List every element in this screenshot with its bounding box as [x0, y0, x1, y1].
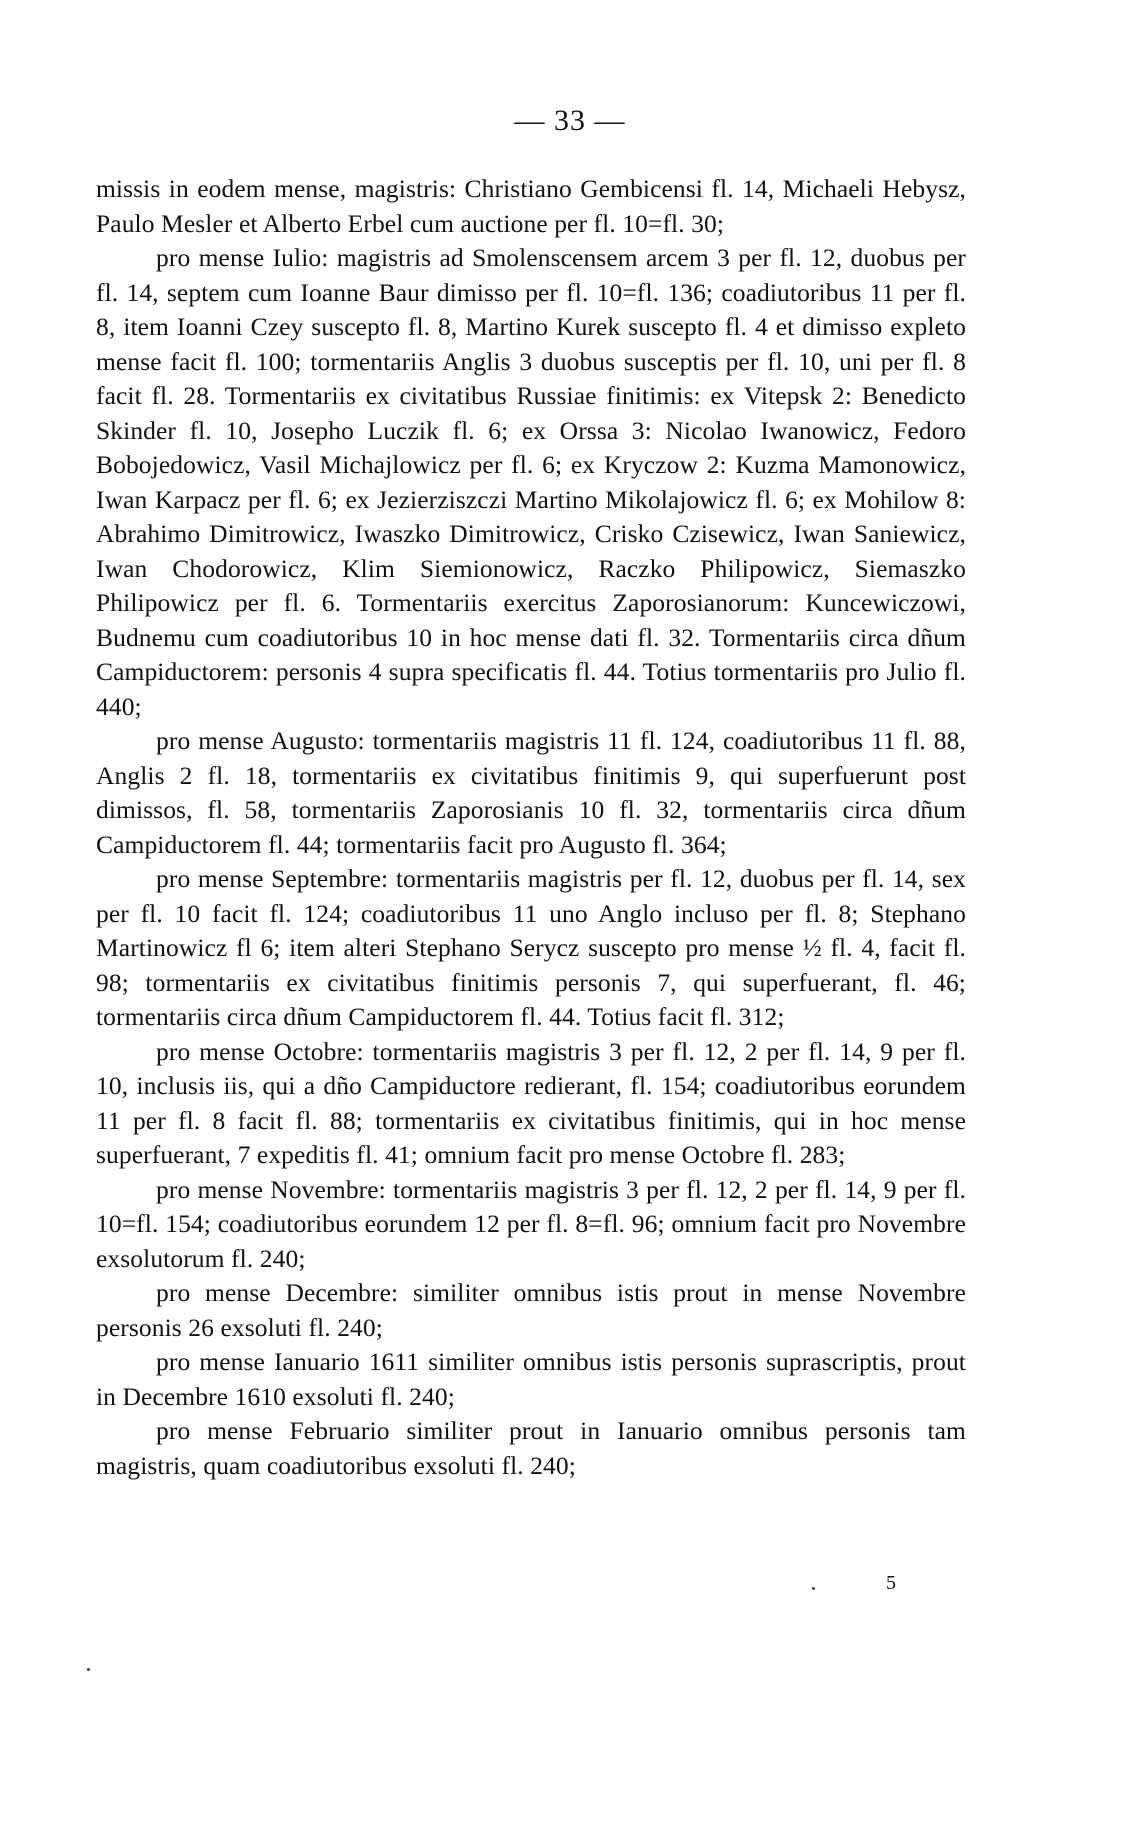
paragraph-1: missis in eodem mense, magistris: Christiano Gembicensi fl. 14, Michaeli Hebysz, Paulo Mesler et Alberto Erbel cum auctione per fl. 10=fl. 30; — [96, 174, 966, 238]
paragraph-8: pro mense Ianuario 1611 similiter omnibus istis personis suprascriptis, prout in Decembre 1610 exsoluti fl. 240; — [96, 1347, 966, 1411]
paragraph-7: pro mense Decembre: similiter omnibus istis prout in mense Novembre personis 26 exsoluti fl. 240; — [96, 1278, 966, 1342]
paragraph-9: pro mense Februario similiter prout in Ianuario omnibus personis tam magistris, quam coadiutoribus exsoluti fl. 240; — [96, 1416, 966, 1480]
print-speck — [812, 1587, 815, 1590]
page-number: — 33 — — [514, 104, 626, 137]
document-body — [96, 172, 966, 1483]
print-speck — [87, 1668, 90, 1671]
paragraph-2: pro mense Iulio: magistris ad Smolenscensem arcem 3 per fl. 12, duobus per fl. 14, septem cum Ioanne Baur dimisso per fl. 10=fl. 136; coadiutoribus 11 per fl. 8, item Ioanni Czey suscepto fl. 8, Martino Kurek suscepto fl. 4 et dimisso expleto mense facit fl. 100; tormentariis Anglis 3 duobus susceptis per fl. 10, uni per fl. 8 facit fl. 28. Tormentariis ex civitatibus Russiae finitimis: ex Vitepsk 2: Benedicto Skinder fl. 10, Josepho Luczik fl. 6; ex Orssa 3: Nicolao Iwanowicz, Fedoro Bobojedowicz, Vasil Michajlowicz per fl. 6; ex Kryczow 2: Kuzma Mamonowicz, Iwan Karpacz per fl. 6; ex Jezierziszczi Martino Mikolajowicz fl. 6; ex Mohilow 8: Abrahimo Dimitrowicz, Iwaszko Dimitrowicz, Crisko Czisewicz, Iwan Saniewicz, Iwan Chodorowicz, Klim Siemionowicz, Raczko Philipowicz, Siemaszko Philipowicz per fl. 6. Tormentariis exercitus Zaporosianorum: Kuncewiczowi, Budnemu cum coadiutoribus 10 in hoc mense dati fl. 32. Tormentariis circa dñum Campiductorem: personis 4 supra specificatis fl. 44. Totius tormentariis pro Julio fl. 440; — [96, 243, 966, 721]
paragraph-6: pro mense Novembre: tormentariis magistris 3 per fl. 12, 2 per fl. 14, 9 per fl. 10=fl. 154; coadiutoribus eorundem 12 per fl. 8=fl. 96; omnium facit pro Novembre exsolutorum fl. 240; — [96, 1174, 966, 1273]
signature-mark: 5 — [886, 1572, 896, 1594]
paragraph-5: pro mense Octobre: tormentariis magistris 3 per fl. 12, 2 per fl. 14, 9 per fl. 10, inclusis iis, qui a dño Campiductore redierant, fl. 154; coadiutoribus eorundem 11 per fl. 8 facit fl. 88; tormentariis ex civitatibus finitimis, qui in hoc mense superfuerant, 7 expeditis fl. 41; omnium facit pro mense Octobre fl. 283; — [96, 1036, 966, 1169]
paragraph-4: pro mense Septembre: tormentariis magistris per fl. 12, duobus per fl. 14, sex per fl. 10 facit fl. 124; coadiutoribus 11 uno Anglo incluso per fl. 8; Stephano Martinowicz fl 6; item alteri Stephano Serycz suscepto pro mense ½ fl. 4, facit fl. 98; tormentariis ex civitatibus finitimis personis 7, qui superfuerant, fl. 46; tormentariis circa dñum Campiductorem fl. 44. Totius facit fl. 312; — [96, 864, 966, 1031]
paragraph-3: pro mense Augusto: tormentariis magistris 11 fl. 124, coadiutoribus 11 fl. 88, Anglis 2 fl. 18, tormentariis ex civitatibus finitimis 9, qui superfuerunt post dimissos, fl. 58, tormentariis Zaporosianis 10 fl. 32, tormentariis circa dñum Campiductorem fl. 44; tormentariis facit pro Augusto fl. 364; — [96, 726, 966, 859]
